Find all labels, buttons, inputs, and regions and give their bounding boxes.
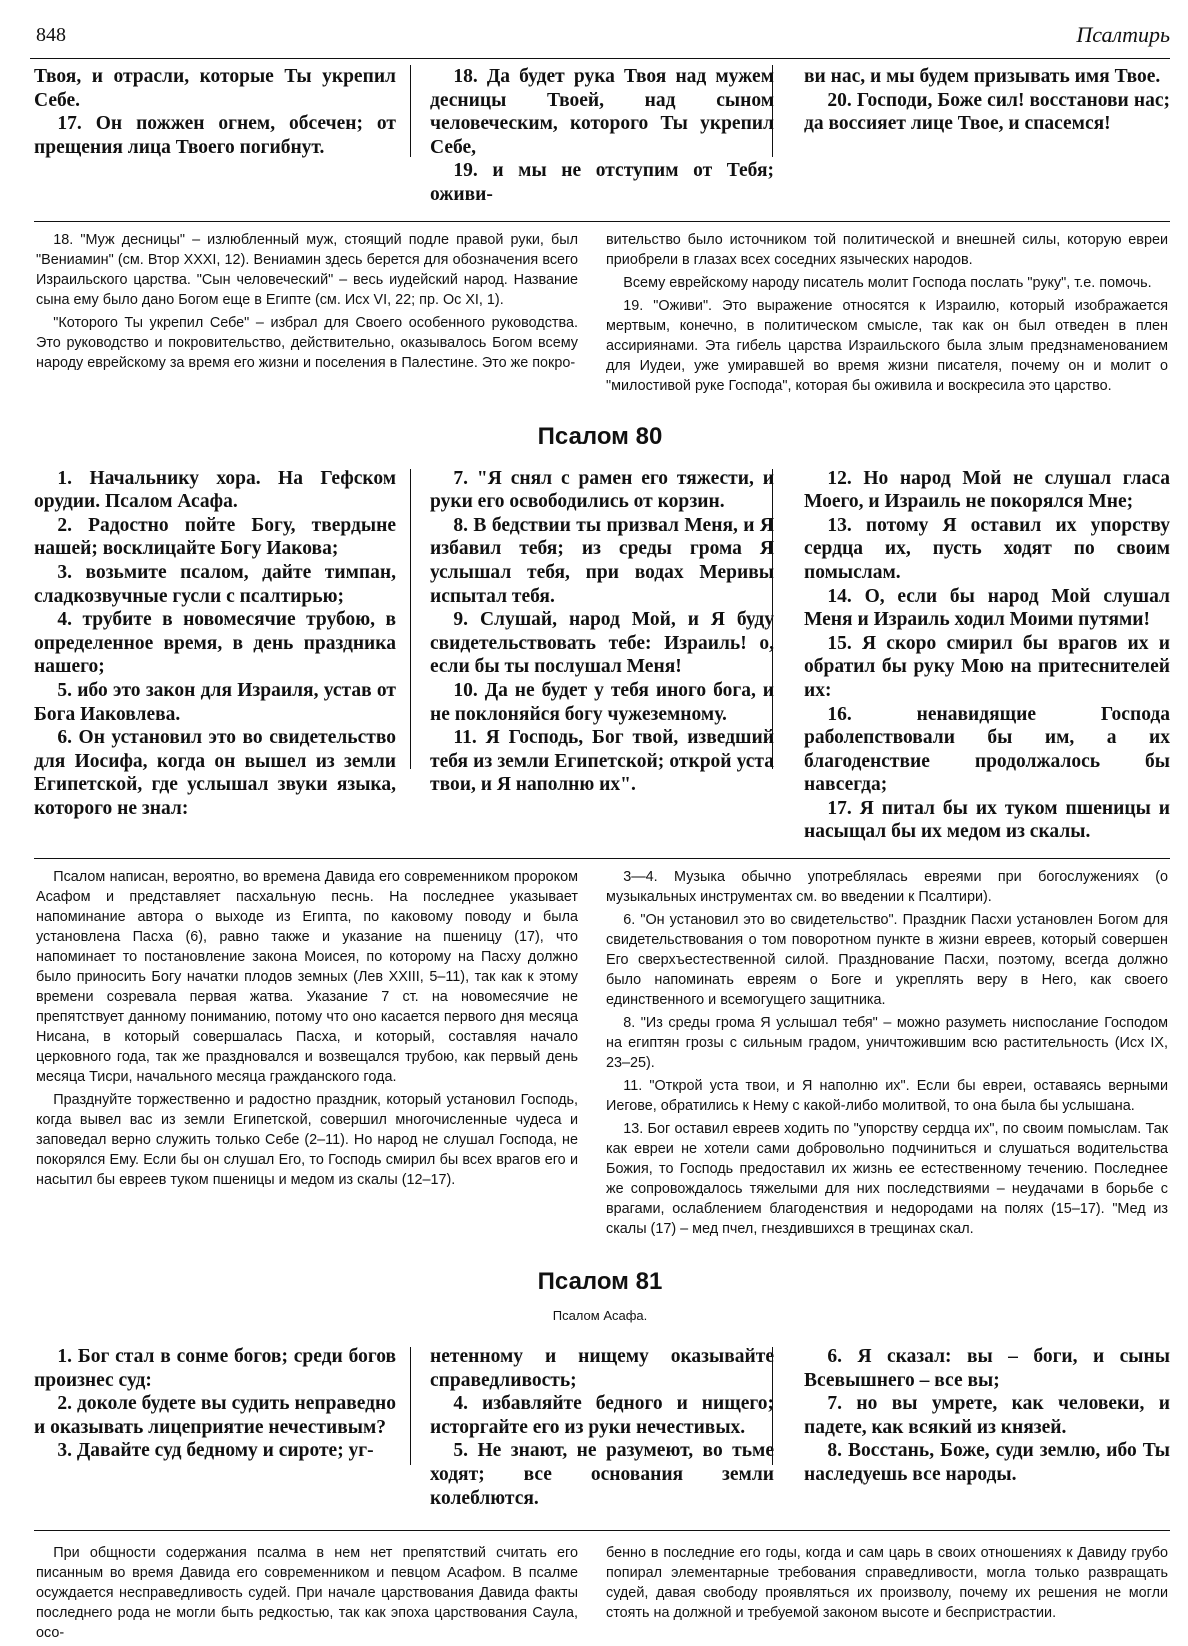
top-commentary <box>30 230 1170 399</box>
section-rule <box>34 1530 1170 1531</box>
psalm-80-commentary <box>30 867 1170 1242</box>
verse: 19. и мы не отступим от Тебя; оживи- <box>430 160 774 205</box>
running-title: Псалтирь <box>1076 22 1170 47</box>
verse: Твоя, и отрасли, которые Ты укрепил Себе. <box>34 66 396 111</box>
verse: 3. возьмите псалом, дайте тимпан, сладкозвучные гусли с псалтирью; <box>34 561 396 607</box>
commentary-paragraph: вительство было источником той политической и внешней силы, которую евреи приобрели в глазах всех соседних языческих народов. <box>606 231 1168 268</box>
psalm-81-subtitle: Псалом Асафа. <box>552 1308 648 1324</box>
column-divider <box>410 469 411 769</box>
psalm-80-col-1 <box>30 467 396 845</box>
column-divider <box>772 469 773 769</box>
psalm-81-col-2 <box>396 1345 784 1510</box>
verse: 9. Слушай, народ Мой, и Я буду свидетельствовать тебе: Израиль! о, если бы ты послушал Меня! <box>430 609 774 678</box>
commentary-paragraph: "Которого Ты укрепил Себе" – избрал для Своего особенного руководства. Это руководство и покровительство, действительно, оказывалось Богом всему народу еврейскому за время его жизни и поселения в Палестине. Это же покро- <box>36 314 578 371</box>
commentary-paragraph: 3—4. Музыка обычно употреблялась евреями при богослужениях (о музыкальных инструментах см. во введении к Псалтири). <box>606 869 1168 906</box>
verse: 3. Давайте суд бедному и сироте; уг- <box>57 1440 374 1462</box>
verse: 17. Я питал бы их туком пшеницы и насыщал бы их медом из скалы. <box>804 797 1170 843</box>
psalm-80-title: Псалом 80 <box>537 422 663 450</box>
verse: 20. Господи, Боже сил! восстанови нас; да воссияет лице Твое, и спасемся! <box>804 89 1170 135</box>
verse: 1. Бог стал в сонме богов; среди богов произнес суд: <box>34 1346 396 1391</box>
verse: 8. Восстань, Боже, суди землю, ибо Ты наследуешь все народы. <box>804 1440 1170 1486</box>
column-divider <box>410 65 411 157</box>
psalm-81-commentary <box>30 1543 1170 1646</box>
top-verses-col-3 <box>784 65 1170 207</box>
verse: 14. О, если бы народ Мой слушал Меня и Израиль ходил Моими путями! <box>804 585 1170 631</box>
verse: ви нас, и мы будем призывать имя Твое. <box>804 66 1161 87</box>
verse: 8. В бедствии ты призвал Меня, и Я избавил тебя; из среды грома Я услышал тебя, при водах Меривы испытал тебя. <box>430 514 774 607</box>
verse: 12. Но народ Мой не слушал гласа Моего, и Израиль не покорялся Мне; <box>804 467 1170 513</box>
psalm-81-col-1 <box>30 1345 396 1510</box>
page-number: 848 <box>36 24 66 46</box>
commentary-paragraph: 13. Бог оставил евреев ходить по "упорству сердца их", по своим помыслам. Так как евреи не хотели сами добровольно подчиниться и слушаться водительства Божия, то Господь предоставил их жизнь ее естественному течению. Последнее же сопровождалось тяжелыми для них последствиями – неудачами в борьбе с врагами, ослаблением благоденствия и недородами на полях (15–17). "Мед из скалы (17) – мед пчел, гнездившихся в трещинах скал. <box>606 1121 1168 1238</box>
running-head <box>30 18 1170 59</box>
commentary-paragraph: Псалом написан, вероятно, во времена Давида его современником пророком Асафом и представляет пасхальную песнь. На последнее указывает напоминание автора о выходе из Египта, по каковому поводу и была установлена Пасха (6), равно также и указание на пшеницу (17), что напоминает то постановление закона Моисея, по которому на Пасху должно было приносить Богу начатки плодов земных (Лев XXIII, 5–11), так как к этому времени созревала первая жатва. Указание 7 ст. на новомесячие не препятствует данному пониманию, потому что оно касается первого дня месяца Нисана, в который совершалась Пасха, и который, составляя начало церковного года, так же праздновался и возвещался трубою, как первый день месяца Тисри, начального месяца гражданского года. <box>36 869 578 1086</box>
verse: нетенному и нищему оказывайте справедливость; <box>430 1346 774 1391</box>
commentary-paragraph: Празднуйте торжественно и радостно праздник, который установил Господь, когда вывел вас из земли Египетской, совершил многочисленные чудеса и заповедал верно служить только Себе (2–11). Но народ не слушал Господа, не покорялся Ему. Если бы он слушал Его, то Господь смирил бы всех врагов его и насытил бы евреев туком пшеницы и медом из скалы (12–17). <box>36 1092 578 1189</box>
verse: 5. ибо это закон для Израиля, устав от Бога Иаковлева. <box>34 679 396 725</box>
verse: 1. Начальнику хора. На Гефском орудии. Псалом Асафа. <box>34 467 396 513</box>
verse: 11. Я Господь, Бог твой, изведший тебя из земли Египетской; открой уста твои, и Я наполню их". <box>430 727 774 796</box>
verse: 4. трубите в новомесячие трубою, в определенное время, в день праздника нашего; <box>34 609 396 678</box>
psalm-80-col-2 <box>396 467 784 845</box>
psalm-81-verses <box>30 1345 1170 1510</box>
psalm-81-title: Псалом 81 <box>537 1268 663 1296</box>
top-verses-col-1 <box>30 65 396 207</box>
top-verses-col-2 <box>396 65 784 207</box>
top-commentary-right <box>606 230 1168 399</box>
psalm-80-commentary-left <box>30 867 578 1242</box>
commentary-paragraph: 11. "Открой уста твои, и Я наполню их". Если бы евреи, оставаясь верными Иегове, обратились к Нему с какой-либо молитвой, то она была бы услышана. <box>606 1078 1168 1115</box>
section-rule <box>34 858 1170 859</box>
commentary-paragraph: 18. "Муж десницы" – излюбленный муж, стоящий подле правой руки, был "Вениамин" (см. Втор XXXI, 12). Вениамин здесь берется для обозначения всего Израильского царства. "Сын человеческий" – весь иудейский народ. Название сына ему было дано Богом еще в Египте (см. Исх VI, 22; пр. Ос XI, 1). <box>36 231 578 308</box>
verse: 6. Он установил это во свидетельство для Иосифа, когда он вышел из земли Египетской, где услышал звуки языка, которого не знал: <box>34 727 396 819</box>
commentary-paragraph: 8. "Из среды грома Я услышал тебя" – можно разуметь ниспослание Господом на египтян грозы с сильным градом, уничтожившим всю растительность (Исх IX, 23–25). <box>606 1015 1168 1072</box>
verse: 7. "Я снял с рамен его тяжести, и руки его освободились от корзин. <box>430 467 774 513</box>
verse: 13. потому Я оставил их упорству сердца их, пусть ходят по своим помыслам. <box>804 514 1170 583</box>
psalm-80-commentary-right <box>606 867 1168 1242</box>
verse: 18. Да будет рука Твоя над мужем десницы Твоей, над сыном человеческим, которого Ты укрепил Себе, <box>430 66 774 158</box>
verse: 2. доколе будете вы судить неправедно и оказывать лицеприятие нечестивым? <box>34 1393 396 1438</box>
top-verses <box>30 65 1170 207</box>
verse: 7. но вы умрете, как человеки, и падете, как всякий из князей. <box>804 1393 1170 1438</box>
verse: 5. Не знают, не разумеют, во тьме ходят; все основания земли колеблются. <box>430 1440 774 1509</box>
verse: 10. Да не будет у тебя иного бога, и не поклоняйся богу чужеземному. <box>430 679 774 725</box>
verse: 4. избавляйте бедного и нищего; исторгайте его из руки нечестивых. <box>430 1393 774 1438</box>
commentary-paragraph: При общности содержания псалма в нем нет препятствий считать его писанным во время Давида его современником и певцом Асафом. В псалме осуждается несправедливость судей. При начале царствования Давида факты последнего рода не могли быть редкостью, так как эпоха царствования Саула, осо- <box>36 1545 578 1642</box>
psalm-81-commentary-right <box>606 1543 1168 1646</box>
section-rule <box>34 221 1170 222</box>
commentary-paragraph: 19. "Оживи". Это выражение относятся к Израилю, который изображается мертвым, конечно, в политическом смысле, так как он был отведен в плен ассириянами. Эта гибель царства Израильского была злым предзнаменованием для Иудеи, уже умиравшей во время жизни писателя, почему он и молит о "милостивой руке Господа", которая бы оживила и воскресила это царство. <box>606 297 1168 394</box>
verse: 6. Я сказал: вы – боги, и сыны Всевышнего – все вы; <box>804 1346 1170 1391</box>
column-divider <box>772 65 773 157</box>
psalm-81-col-3 <box>784 1345 1170 1510</box>
psalm-81-commentary-left <box>30 1543 578 1646</box>
verse: 16. ненавидящие Господа раболепствовали бы им, а их благоденствие продолжалось бы навсегда; <box>804 703 1170 796</box>
commentary-paragraph: Всему еврейскому народу писатель молит Господа послать "руку", т.е. помочь. <box>623 274 1152 291</box>
verse: 2. Радостно пойте Богу, твердыне нашей; восклицайте Богу Иакова; <box>34 514 396 560</box>
page <box>30 18 1170 1646</box>
column-divider <box>772 1347 773 1465</box>
psalm-80-col-3 <box>784 467 1170 845</box>
verse: 15. Я скоро смирил бы врагов их и обратил бы руку Мою на притеснителей их: <box>804 632 1170 701</box>
psalm-80-verses <box>30 467 1170 845</box>
column-divider <box>410 1347 411 1465</box>
commentary-paragraph: 6. "Он установил это во свидетельство". Праздник Пасхи установлен Богом для свидетельствования о том поворотном пункте в жизни евреев, который совершен Его сверхъестественной силой. Празднование Пасхи, поэтому, всегда должно было напоминать евреям о Боге и укреплять веру в Него, как своего единственного и всемогущего защитника. <box>606 912 1168 1009</box>
top-commentary-left <box>30 230 578 399</box>
verse: 17. Он пожжен огнем, обсечен; от прещения лица Твоего погибнут. <box>34 113 396 158</box>
commentary-paragraph: бенно в последние его годы, когда и сам царь в своих отношениях к Давиду грубо попирал элементарные требования справедливости, могла только развращать судей, давая свободу проявляться их произволу, почему их решения не могли стоять на должной и требуемой законом высоте и беспристрастии. <box>606 1545 1168 1622</box>
